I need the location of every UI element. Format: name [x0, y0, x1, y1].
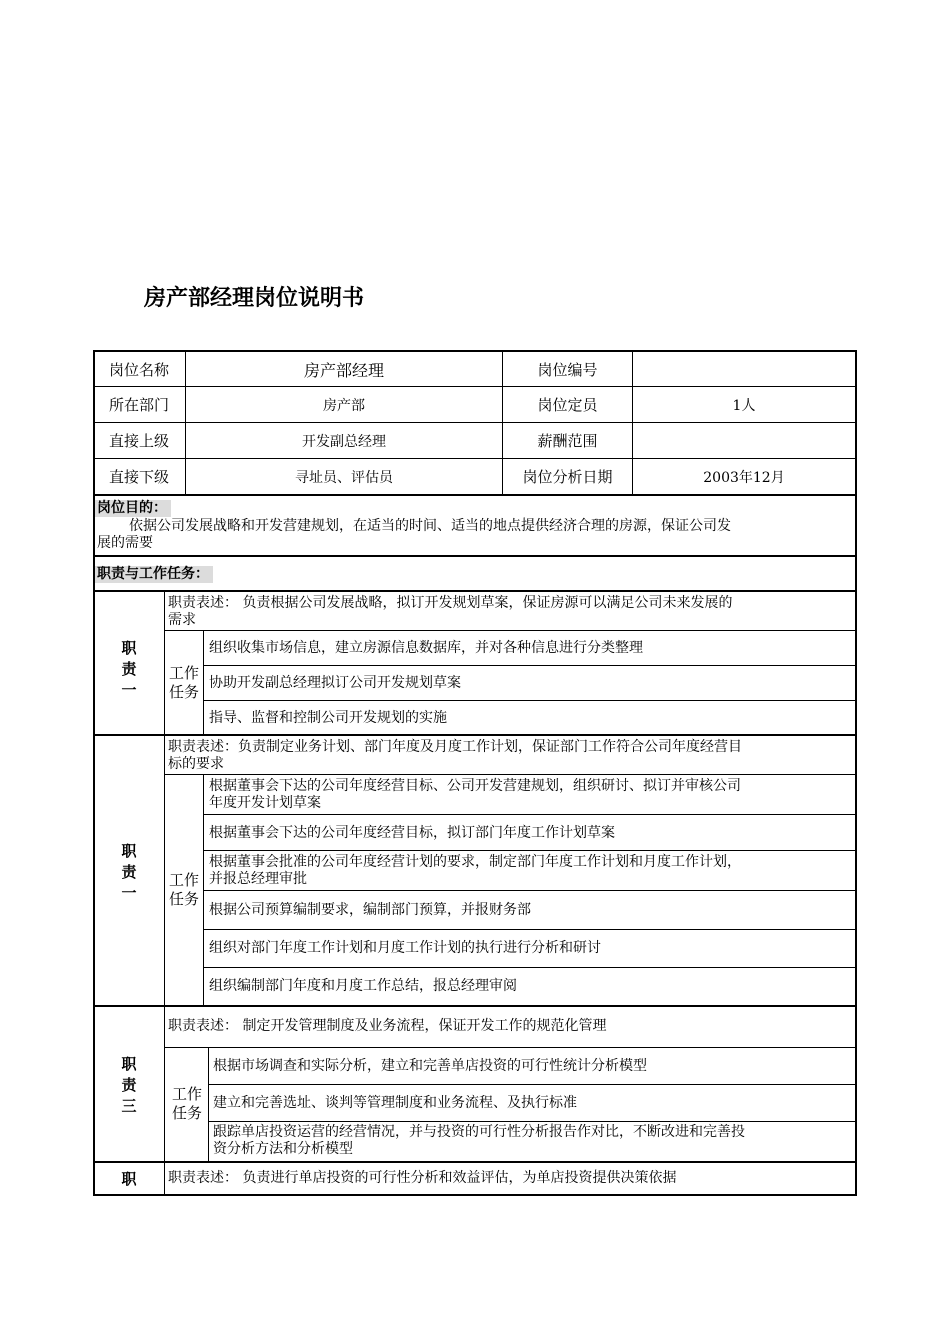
- divider: [93, 734, 857, 736]
- duty-1-task-2: 协助开发副总经理拟订公司开发规划草案: [209, 675, 461, 691]
- duty-1-work-label: 工作 任务: [168, 664, 199, 701]
- duty-2-task-4: 根据公司预算编制要求，编制部门预算，并报财务部: [209, 902, 531, 918]
- info-label-direct-subordinate: 直接下级: [108, 468, 169, 486]
- divider: [164, 774, 857, 775]
- info-label-position-name: 岗位名称: [108, 360, 169, 379]
- divider: [164, 591, 165, 1195]
- info-label-direct-superior: 直接上级: [108, 432, 169, 450]
- duty-1-task-3: 指导、监督和控制公司开发规划的实施: [209, 710, 447, 726]
- info-label-position-code: 岗位编号: [537, 360, 598, 379]
- duty-3-desc-line1: 职责表述： 制定开发管理制度及业务流程，保证开发工作的规范化管理: [168, 1018, 607, 1034]
- divider: [203, 700, 857, 701]
- info-label-salary-range: 薪酬范围: [537, 432, 598, 450]
- divider: [93, 494, 857, 496]
- divider: [208, 1084, 857, 1085]
- divider: [93, 1005, 857, 1007]
- duty-3-task-3-line2: 资分析方法和分析模型: [213, 1141, 353, 1157]
- info-value-direct-superior: 开发副总经理: [302, 433, 386, 450]
- info-value-department: 房产部: [323, 397, 365, 414]
- divider: [203, 890, 857, 891]
- divider: [203, 967, 857, 968]
- duty-1-desc-line2: 需求: [168, 612, 196, 628]
- duty-2-task-1-line2: 年度开发计划草案: [209, 795, 321, 811]
- purpose-heading: 岗位目的：: [95, 500, 171, 517]
- info-value-position-code: [633, 352, 855, 386]
- purpose-text-line2: 展的需要: [97, 535, 153, 551]
- job-description-table: [93, 350, 857, 1194]
- duty-2-task-3-line2: 并报总经理审批: [209, 871, 307, 887]
- divider: [164, 1047, 857, 1048]
- duty-2-desc-line2: 标的要求: [168, 756, 224, 772]
- info-value-position-name: 房产部经理: [303, 360, 384, 380]
- info-label-analysis-date: 岗位分析日期: [522, 468, 613, 486]
- duty-3-work-label: 工作 任务: [171, 1085, 202, 1122]
- duty-3-task-3-line1: 跟踪单店投资运营的经营情况，并与投资的可行性分析报告作对比，不断改进和完善投: [213, 1124, 745, 1140]
- duty-2-task-3-line1: 根据董事会批准的公司年度经营计划的要求，制定部门年度工作计划和月度工作计划，: [209, 854, 741, 870]
- divider: [208, 1047, 209, 1161]
- divider: [93, 1161, 857, 1163]
- duty-1-task-1: 组织收集市场信息，建立房源信息数据库，并对各种信息进行分类整理: [209, 640, 643, 656]
- divider: [93, 555, 857, 557]
- duty-2-task-1-line1: 根据董事会下达的公司年度经营目标、公司开发营建规划，组织研讨、拟订并审核公司: [209, 778, 741, 794]
- divider: [203, 850, 857, 851]
- duty-2-task-2: 根据董事会下达的公司年度经营目标，拟订部门年度工作计划草案: [209, 825, 615, 841]
- duty-3-task-2: 建立和完善选址、谈判等管理制度和业务流程、及执行标准: [213, 1095, 577, 1111]
- duty-2-task-6: 组织编制部门年度和月度工作总结，报总经理审阅: [209, 978, 517, 994]
- duty-1-desc-line1: 职责表述： 负责根据公司发展战略，拟订开发规划草案，保证房源可以满足公司未来发展的: [168, 595, 733, 611]
- info-value-headcount: 1人: [732, 397, 756, 414]
- divider: [203, 929, 857, 930]
- info-value-salary-range: [633, 423, 855, 458]
- info-value-direct-subordinate: 寻址员、评估员: [295, 469, 393, 486]
- duties-heading: 职责与工作任务：: [95, 566, 213, 583]
- divider: [203, 814, 857, 815]
- info-label-headcount: 岗位定员: [537, 396, 598, 414]
- duty-2-task-5: 组织对部门年度工作计划和月度工作计划的执行进行分析和研讨: [209, 940, 601, 956]
- duty-4-desc-line1: 职责表述： 负责进行单店投资的可行性分析和效益评估，为单店投资提供决策依据: [168, 1170, 677, 1186]
- duty-2-desc-line1: 职责表述：负责制定业务计划、部门年度及月度工作计划，保证部门工作符合公司年度经营目: [168, 739, 742, 755]
- duty-1-label: 职 责 一: [121, 639, 137, 699]
- duty-4-label: 职: [121, 1170, 137, 1188]
- page-title: 房产部经理岗位说明书: [144, 286, 365, 311]
- divider: [208, 1121, 857, 1122]
- divider: [203, 630, 204, 734]
- duty-3-label: 职 责 三: [121, 1055, 137, 1115]
- info-label-department: 所在部门: [108, 396, 169, 414]
- duty-3-task-1: 根据市场调查和实际分析，建立和完善单店投资的可行性统计分析模型: [213, 1058, 647, 1074]
- divider: [164, 630, 857, 631]
- divider: [93, 590, 857, 592]
- info-value-analysis-date: 2003年12月: [703, 469, 785, 486]
- purpose-text-line1: 依据公司发展战略和开发营建规划，在适当的时间、适当的地点提供经济合理的房源，保证公司发: [129, 518, 731, 534]
- divider: [203, 665, 857, 666]
- duty-2-work-label: 工作 任务: [168, 871, 199, 908]
- duty-2-label: 职 责 一: [121, 842, 137, 902]
